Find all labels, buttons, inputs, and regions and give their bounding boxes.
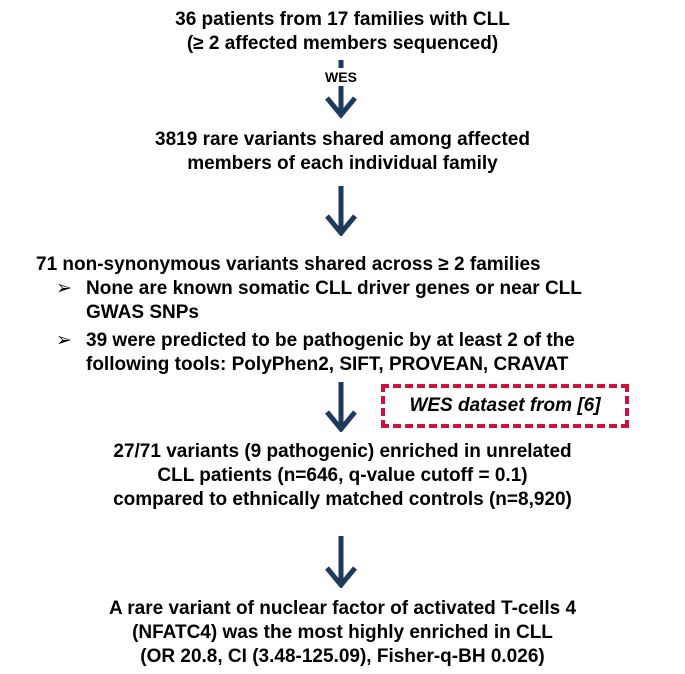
arrow-bullet-icon: ➢ [56,278,72,299]
step-cohort [0,8,685,56]
bullet-line: GWAS SNPs [86,302,199,323]
arrow-bullet-icon: ➢ [56,330,72,351]
down-arrow-icon [321,186,361,236]
step-line: CLL patients (n=646, q-value cutoff = 0.1) [157,465,528,486]
step-line: 3819 rare variants shared among affected [155,129,530,150]
step-line: members of each individual family [187,153,498,174]
external-dataset-box: WES dataset from [6] [381,384,629,428]
step-line: (NFATC4) was the most highly enriched in CLL [132,622,553,643]
bullet-line: following tools: PolyPhen2, SIFT, PROVEAN, CRAVAT [86,354,569,375]
step-line: 27/71 variants (9 pathogenic) enriched in unrelated [113,441,572,462]
bullet-line: None are known somatic CLL driver genes or near CLL [86,278,582,299]
step-rare-variants [0,128,685,176]
step-line: (OR 20.8, CI (3.48-125.09), Fisher-q-BH 0.026) [140,646,545,667]
wes-label: WES [316,68,366,86]
down-arrow-icon [321,536,361,588]
step-line: A rare variant of nuclear factor of activated T-cells 4 [108,598,577,619]
step-nfatc4-result [0,597,685,669]
step-line: (≥ 2 affected members sequenced) [186,33,499,54]
step-line: 36 patients from 17 families with CLL [175,9,510,30]
list-heading: 71 non-synonymous variants shared across ≥ 2 families [36,254,541,275]
bullet-line: 39 were predicted to be pathogenic by at least 2 of the [86,330,575,351]
step-enrichment [0,440,685,512]
step-line: compared to ethnically matched controls (n=8,920) [113,489,572,510]
down-arrow-icon [321,382,361,432]
